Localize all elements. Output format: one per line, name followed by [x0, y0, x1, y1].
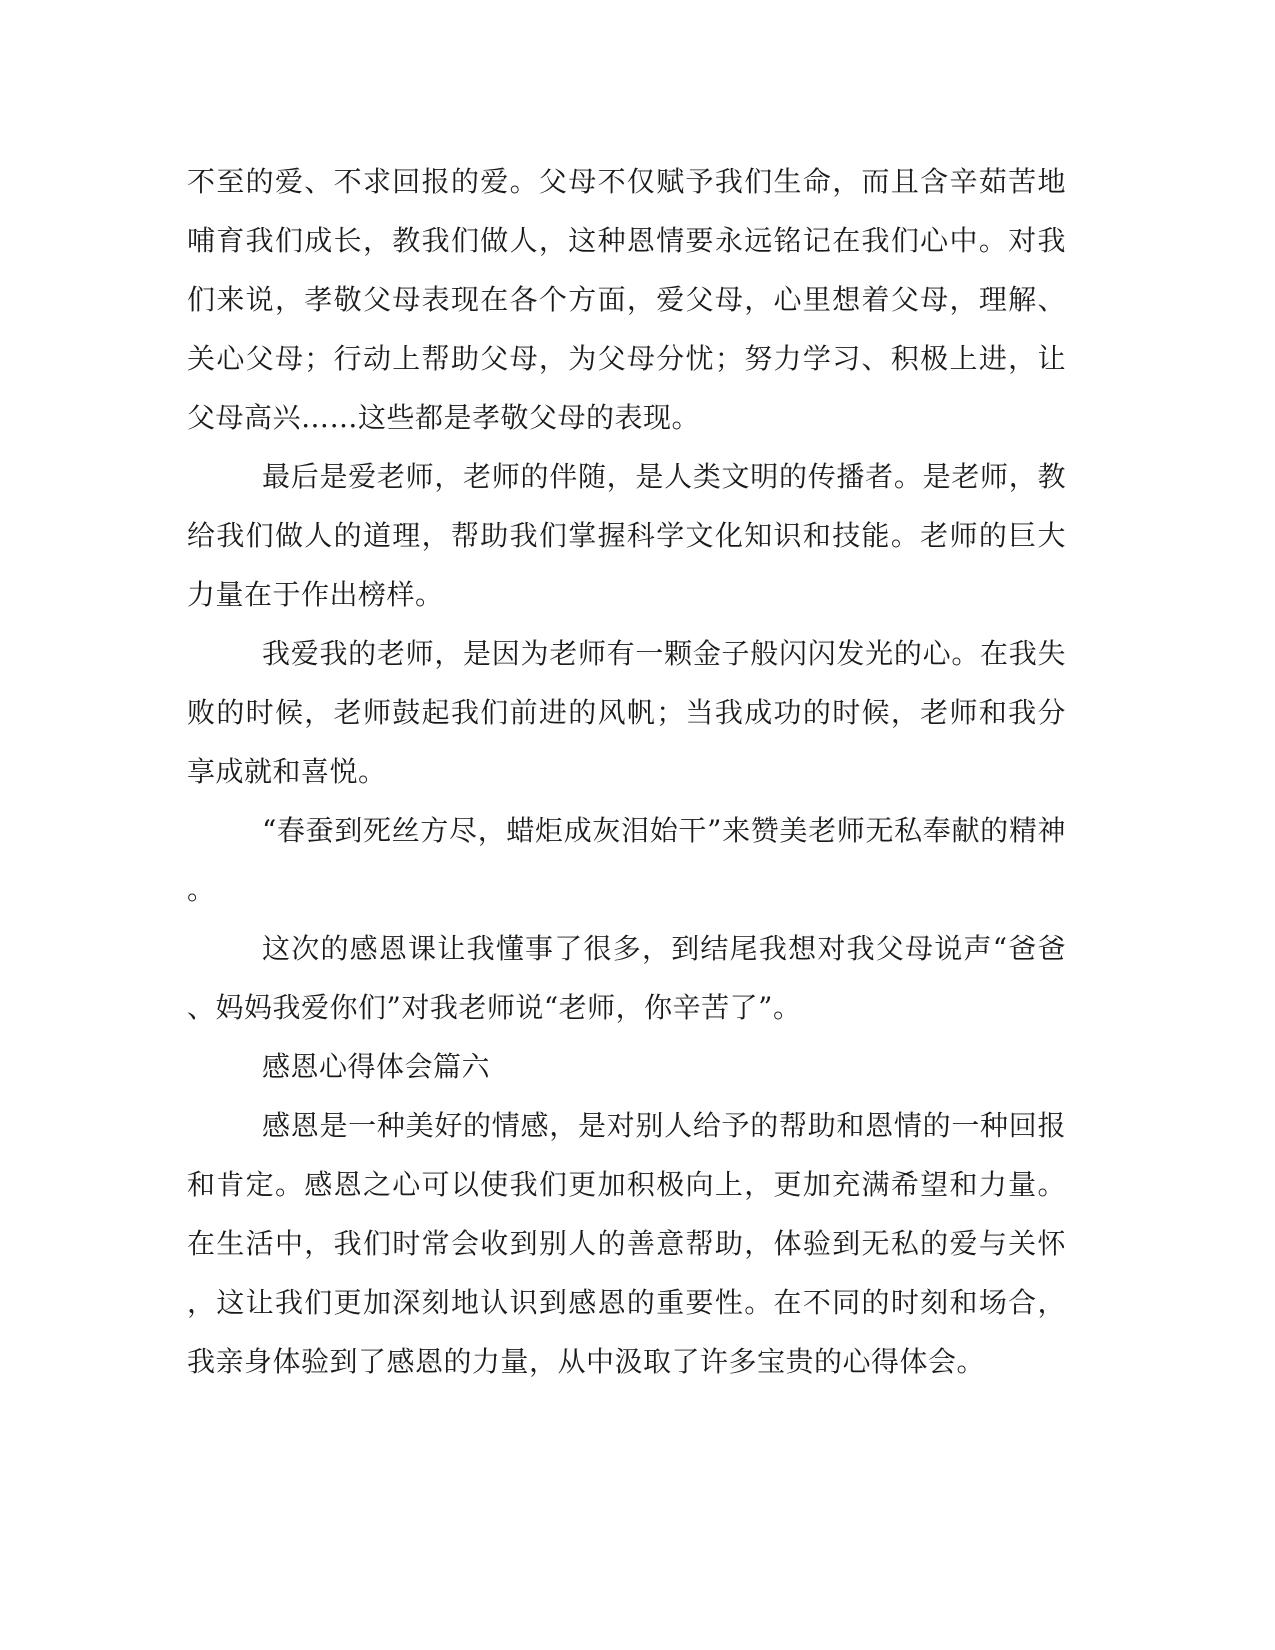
text-line: “春蚕到死丝方尽，蜡炬成灰泪始干”来赞美老师无私奉献的精神	[262, 814, 1066, 847]
text-line: 哺育我们成长，教我们做人，这种恩情要永远铭记在我们心中。对我	[187, 224, 1066, 257]
text-line: ，这让我们更加深刻地认识到感恩的重要性。在不同的时刻和场合，	[187, 1286, 1066, 1319]
text-line: 最后是爱老师，老师的伴随，是人类文明的传播者。是老师，教	[262, 460, 1066, 493]
text-line: 不至的爱、不求回报的爱。父母不仅赋予我们生命，而且含辛茹苦地	[187, 165, 1066, 198]
text-line: 我爱我的老师，是因为老师有一颗金子般闪闪发光的心。在我失	[262, 637, 1066, 670]
text-line: 感恩是一种美好的情感，是对别人给予的帮助和恩情的一种回报	[262, 1109, 1066, 1142]
text-line: 、妈妈我爱你们”对我老师说“老师，你辛苦了”。	[187, 991, 802, 1024]
text-line: 父母高兴……这些都是孝敬父母的表现。	[187, 401, 701, 434]
text-line: 败的时候，老师鼓起我们前进的风帆；当我成功的时候，老师和我分	[187, 696, 1066, 729]
text-line: 和肯定。感恩之心可以使我们更加积极向上，更加充满希望和力量。	[187, 1168, 1066, 1201]
section-heading: 感恩心得体会篇六	[262, 1050, 491, 1083]
text-line: 给我们做人的道理，帮助我们掌握科学文化知识和技能。老师的巨大	[187, 519, 1066, 552]
text-line: 享成就和喜悦。	[187, 755, 387, 788]
text-line: 关心父母；行动上帮助父母，为父母分忧；努力学习、积极上进，让	[187, 342, 1066, 375]
text-line: 。	[187, 873, 216, 906]
text-line: 在生活中，我们时常会收到别人的善意帮助，体验到无私的爱与关怀	[187, 1227, 1066, 1260]
text-line: 这次的感恩课让我懂事了很多，到结尾我想对我父母说声“爸爸	[262, 932, 1066, 965]
text-line: 力量在于作出榜样。	[187, 578, 444, 611]
text-line: 们来说，孝敬父母表现在各个方面，爱父母，心里想着父母，理解、	[187, 283, 1066, 316]
text-line: 我亲身体验到了感恩的力量，从中汲取了许多宝贵的心得体会。	[187, 1345, 986, 1378]
